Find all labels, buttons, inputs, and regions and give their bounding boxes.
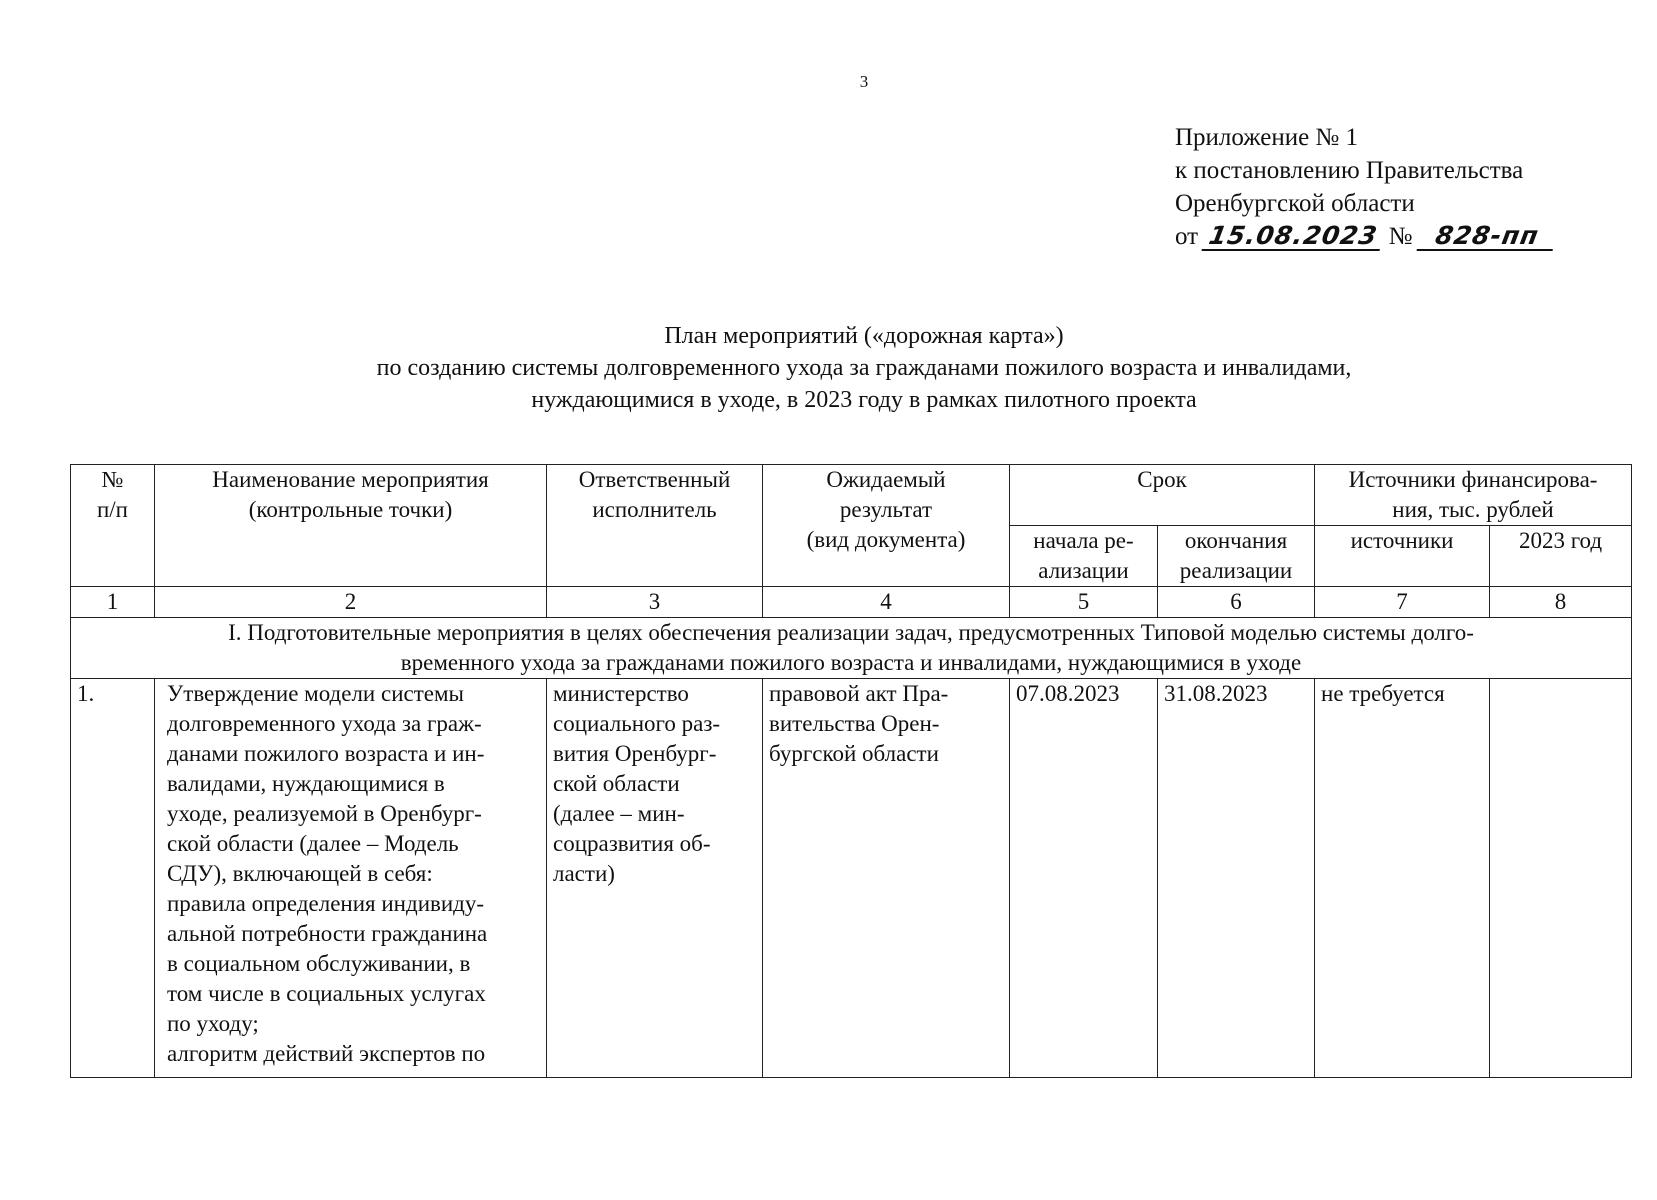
row-num: 1. [71, 679, 155, 1078]
handwritten-date: 15.08.2023 [1202, 223, 1385, 251]
column-number-row [71, 587, 1632, 618]
row-result: правовой акт Пра- вительства Орен- бургской области [763, 679, 1010, 1078]
column-number: 4 [763, 587, 1010, 618]
page-number: 3 [859, 72, 869, 91]
column-number: 3 [547, 587, 763, 618]
header-funding-year: 2023 год [1490, 526, 1632, 587]
title-line3: нуждающимися в уходе, в 2023 году в рамках пилотного проекта [531, 387, 1197, 413]
appendix-line3: Оренбургской области [1175, 190, 1415, 217]
document-title [0, 320, 1657, 416]
header-term: Срок [1010, 465, 1315, 526]
column-number: 2 [155, 587, 547, 618]
header-term-start: начала ре- ализации [1010, 526, 1158, 587]
column-number: 7 [1315, 587, 1490, 618]
table-row [71, 679, 1632, 1078]
row-funding-year [1490, 679, 1632, 1078]
header-executor: Ответственный исполнитель [547, 465, 763, 587]
column-number: 8 [1490, 587, 1632, 618]
header-name: Наименование мероприятия (контрольные точки) [155, 465, 547, 587]
title-line1: План мероприятий («дорожная карта») [664, 323, 1064, 349]
from-label: от [1175, 223, 1199, 250]
row-end-date: 31.08.2023 [1158, 679, 1315, 1078]
row-name: Утверждение модели системы долговременного ухода за граж- данами пожилого возраста и ин- валидами, нуждающимися в уходе, реализуемой в Оренбург- ской области (далее – Модель СДУ), включающей в себя: правила определения индивиду- альной потребности гражданина в социальном обслуживании, в том числе в социальных услугах по уходу; алгоритм действий экспертов по [155, 679, 547, 1078]
column-number: 5 [1010, 587, 1158, 618]
title-line2: по созданию системы долговременного ухода за гражданами пожилого возраста и инвалидами, [376, 355, 1352, 381]
column-number: 6 [1158, 587, 1315, 618]
header-result: Ожидаемый результат (вид документа) [763, 465, 1010, 587]
header-funding-sources: источники [1315, 526, 1490, 587]
header-row-1 [71, 465, 1632, 526]
section-row [71, 618, 1632, 679]
roadmap-table [70, 464, 1632, 1078]
section-heading: I. Подготовительные мероприятия в целях обеспечения реализации задач, предусмотренных Типовой моделью системы долго- временного ухода за гражданами пожилого возраста и инвалидами, нуждающимися в уходе [71, 618, 1632, 679]
appendix-line2: к постановлению Правительства [1175, 157, 1524, 184]
header-num: № п/п [71, 465, 155, 587]
appendix-block [1175, 121, 1555, 253]
appendix-date-line [1175, 220, 1555, 253]
row-funding-source: не требуется [1315, 679, 1490, 1078]
appendix-line1: Приложение № 1 [1175, 124, 1359, 151]
number-label: № [1388, 223, 1413, 250]
header-term-end: окончания реализации [1158, 526, 1315, 587]
row-executor: министерство социального раз- вития Оренбург- ской области (далее – мин- соцразвития об- ласти) [547, 679, 763, 1078]
header-funding: Источники финансирова- ния, тыс. рублей [1315, 465, 1632, 526]
handwritten-number: 828-пп [1416, 223, 1557, 251]
row-start-date: 07.08.2023 [1010, 679, 1158, 1078]
column-number: 1 [71, 587, 155, 618]
